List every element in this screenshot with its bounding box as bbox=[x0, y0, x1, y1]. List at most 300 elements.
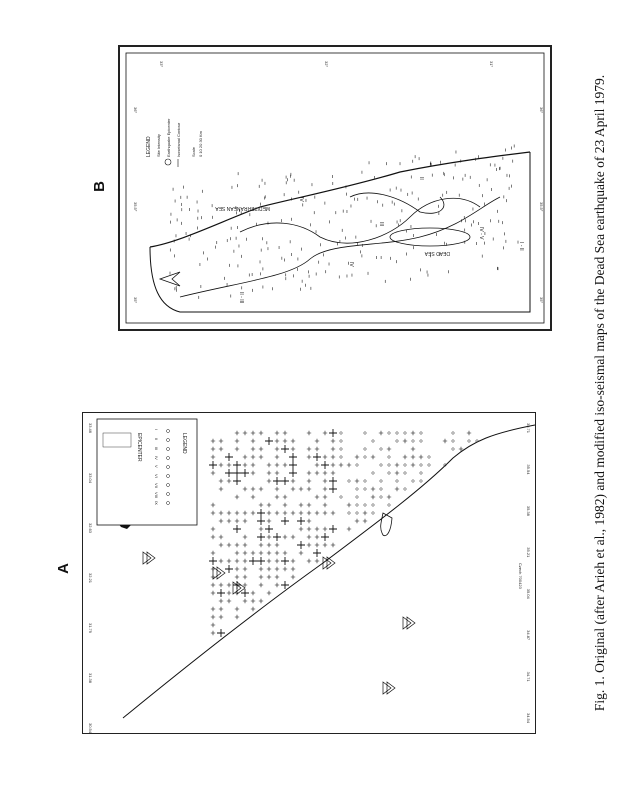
symbol-cross-a bbox=[347, 527, 351, 531]
zone-label-b: IV - V bbox=[478, 227, 484, 240]
symbol-circle-a bbox=[404, 432, 406, 434]
symbol-cross-a bbox=[227, 599, 231, 603]
symbol-cross-a bbox=[227, 543, 231, 547]
scale-label-b: Scale bbox=[191, 146, 196, 157]
symbol-cross-a bbox=[251, 511, 255, 515]
zone-label-b: II - III bbox=[238, 292, 244, 304]
symbol-cross-a bbox=[267, 463, 271, 467]
symbol-cross-a bbox=[283, 503, 287, 507]
symbol-circle-a bbox=[364, 448, 366, 450]
symbol-cross-a bbox=[235, 607, 239, 611]
symbol-cross-a bbox=[275, 511, 279, 515]
zone-labels-b bbox=[238, 177, 524, 303]
symbol-cross-a bbox=[243, 463, 247, 467]
symbol-cross-a bbox=[329, 485, 337, 493]
symbol-cross-a bbox=[291, 511, 295, 515]
symbol-cross-a bbox=[259, 551, 263, 555]
symbol-cross-a bbox=[227, 519, 231, 523]
symbol-circle-a bbox=[396, 440, 398, 442]
symbol-cross-a bbox=[275, 567, 279, 571]
symbol-circle-a bbox=[452, 432, 454, 434]
symbol-cross-a bbox=[267, 591, 271, 595]
symbol-cross-a bbox=[331, 471, 335, 475]
symbol-circle-a bbox=[348, 512, 350, 514]
lon-tick-a: 35.71 bbox=[526, 423, 531, 434]
symbol-cross-a bbox=[251, 591, 255, 595]
lat-tick-a: 31.79 bbox=[88, 623, 93, 634]
symbol-cross-a bbox=[267, 543, 271, 547]
figure-caption: Fig. 1. Original (after Arieh et al., 1982) and modified iso-seismal maps of the Dead Sea earthquake of 23 April 1979. bbox=[592, 74, 607, 712]
symbol-cross-a bbox=[233, 525, 241, 533]
symbol-cross-a bbox=[329, 525, 337, 533]
symbol-cross-a bbox=[267, 471, 271, 475]
symbol-circle-a bbox=[420, 472, 422, 474]
dead-sea-a bbox=[381, 513, 392, 536]
symbol-cross-a bbox=[291, 487, 295, 491]
symbol-cross-a bbox=[331, 543, 335, 547]
legend-title-b: LEGEND bbox=[146, 136, 152, 157]
legend-item-b-3: Isoseismal Contour bbox=[176, 122, 181, 157]
symbol-cross-a bbox=[315, 511, 319, 515]
epicenter-label-a: EPICENTER bbox=[136, 433, 142, 462]
symbol-circle-a bbox=[380, 448, 382, 450]
symbol-circle-a bbox=[396, 480, 398, 482]
symbol-cross-a bbox=[387, 495, 391, 499]
symbol-cross-a bbox=[219, 447, 223, 451]
symbol-circle-a bbox=[388, 472, 390, 474]
symbol-cross-a bbox=[243, 551, 247, 555]
symbol-circle-a bbox=[388, 432, 390, 434]
symbol-cross-a bbox=[259, 447, 263, 451]
symbol-cross-a bbox=[315, 543, 319, 547]
symbol-cross-a bbox=[289, 453, 297, 461]
lon-tick-a: 35.38 bbox=[526, 505, 531, 516]
symbol-cross-a bbox=[291, 535, 295, 539]
lat-tick-a: 32.21 bbox=[88, 573, 93, 584]
symbol-cross-a bbox=[235, 495, 239, 499]
symbol-cross-a bbox=[243, 543, 247, 547]
scale-values-b: 0 10 20 30 Km bbox=[198, 130, 203, 157]
symbol-cross-a bbox=[259, 455, 263, 459]
symbol-cross-a bbox=[211, 439, 215, 443]
symbol-cross-a bbox=[371, 495, 375, 499]
symbol-cross-a bbox=[387, 447, 391, 451]
symbol-cross-a bbox=[211, 527, 215, 531]
lat-tick-b: 32° bbox=[324, 61, 329, 68]
panel-b-label: B bbox=[90, 181, 108, 192]
land-outline-b bbox=[150, 152, 530, 312]
symbol-cross-a bbox=[211, 583, 215, 587]
lon-tick-a: 34.71 bbox=[526, 671, 531, 682]
symbol-cross-a bbox=[267, 511, 271, 515]
symbol-cross-a bbox=[307, 487, 311, 491]
symbol-cross-a bbox=[395, 463, 399, 467]
symbol-cross-a bbox=[299, 503, 303, 507]
symbol-cross-a bbox=[243, 511, 247, 515]
lon-tick-a: 34.54 bbox=[526, 713, 531, 724]
symbol-cross-a bbox=[323, 479, 327, 483]
symbol-cross-a bbox=[355, 479, 359, 483]
symbol-cross-a bbox=[323, 431, 327, 435]
symbol-cross-a bbox=[259, 431, 263, 435]
symbol-circle-a bbox=[380, 480, 382, 482]
symbol-cross-a bbox=[251, 439, 255, 443]
symbol-cross-a bbox=[307, 471, 311, 475]
symbol-cross-a bbox=[251, 487, 255, 491]
symbol-cross-a bbox=[243, 455, 247, 459]
symbol-cross-a bbox=[283, 535, 287, 539]
sea-label-1: MEDITERRANEAN SEA bbox=[215, 205, 270, 211]
symbol-cross-a bbox=[403, 455, 407, 459]
symbol-cross-a bbox=[307, 535, 311, 539]
symbol-cross-a bbox=[347, 463, 351, 467]
legend-item-a: IV bbox=[154, 456, 159, 460]
symbol-cross-a bbox=[289, 469, 297, 477]
symbol-cross-a bbox=[299, 511, 303, 515]
lon-tick-b: 35° bbox=[133, 297, 138, 304]
symbol-cross-a bbox=[307, 503, 311, 507]
symbol-cross-a bbox=[323, 487, 327, 491]
symbol-circle-a bbox=[428, 464, 430, 466]
symbol-cross-a bbox=[233, 477, 241, 485]
sea-label-2: DEAD SEA bbox=[424, 250, 450, 256]
symbol-cross-a bbox=[225, 453, 233, 461]
symbol-triangle-a bbox=[383, 682, 395, 694]
symbol-circle-a bbox=[380, 464, 382, 466]
symbol-cross-a bbox=[259, 487, 263, 491]
symbol-cross-a bbox=[251, 495, 255, 499]
symbol-cross-a bbox=[297, 541, 305, 549]
symbol-circle-a bbox=[420, 440, 422, 442]
symbol-circle-a bbox=[364, 488, 366, 490]
symbol-cross-a bbox=[235, 431, 239, 435]
symbol-cross-a bbox=[235, 559, 239, 563]
lat-tick-a: 30.54 bbox=[88, 723, 93, 733]
symbol-cross-a bbox=[291, 575, 295, 579]
symbol-circle-a bbox=[404, 464, 406, 466]
symbol-triangle-a bbox=[323, 557, 335, 569]
symbol-cross-a bbox=[467, 431, 471, 435]
symbol-cross-a bbox=[219, 543, 223, 547]
symbol-cross-a bbox=[315, 527, 319, 531]
symbol-cross-a bbox=[257, 557, 265, 565]
lon-tick-a: 34.87 bbox=[526, 630, 531, 641]
symbol-cross-a bbox=[219, 615, 223, 619]
symbol-cross-a bbox=[363, 511, 367, 515]
symbol-circle-a bbox=[364, 504, 366, 506]
symbol-cross-a bbox=[235, 575, 239, 579]
symbol-cross-a bbox=[403, 439, 407, 443]
symbol-cross-a bbox=[219, 511, 223, 515]
lat-tick-a: 33.46 bbox=[88, 423, 93, 434]
symbol-cross-a bbox=[243, 599, 247, 603]
symbol-circle-a bbox=[356, 488, 358, 490]
symbol-cross-a bbox=[297, 517, 305, 525]
symbol-cross-a bbox=[273, 533, 281, 541]
symbol-cross-a bbox=[259, 599, 263, 603]
symbol-circle-a bbox=[396, 432, 398, 434]
symbol-cross-a bbox=[243, 487, 247, 491]
lat-tick-a: 31.38 bbox=[88, 673, 93, 684]
symbol-cross-a bbox=[265, 437, 273, 445]
symbol-cross-a bbox=[259, 527, 263, 531]
symbol-circle-a bbox=[412, 440, 414, 442]
symbol-cross-a bbox=[283, 495, 287, 499]
symbol-cross-a bbox=[323, 471, 327, 475]
symbol-cross-a bbox=[291, 439, 295, 443]
symbol-cross-a bbox=[227, 479, 231, 483]
symbol-cross-a bbox=[259, 503, 263, 507]
symbol-cross-a bbox=[283, 431, 287, 435]
map-a-original-isoseismal bbox=[82, 412, 536, 734]
symbol-cross-a bbox=[275, 447, 279, 451]
symbol-cross-a bbox=[281, 477, 289, 485]
symbol-triangle-a bbox=[403, 617, 415, 629]
symbol-circle-a bbox=[340, 440, 342, 442]
symbol-cross-a bbox=[243, 575, 247, 579]
coastline-b bbox=[150, 152, 530, 247]
symbol-circle-a bbox=[356, 464, 358, 466]
symbol-cross-a bbox=[225, 469, 233, 477]
symbol-cross-a bbox=[211, 535, 215, 539]
symbol-cross-a bbox=[315, 559, 319, 563]
symbol-cross-a bbox=[257, 517, 265, 525]
symbol-cross-a bbox=[315, 495, 319, 499]
symbol-triangle-a bbox=[143, 552, 155, 564]
symbol-cross-a bbox=[219, 519, 223, 523]
symbol-circle-a bbox=[340, 448, 342, 450]
symbol-cross-a bbox=[251, 431, 255, 435]
legend-item-b-1: Site Intensity bbox=[156, 134, 161, 157]
symbol-cross-a bbox=[219, 487, 223, 491]
symbol-cross-a bbox=[291, 559, 295, 563]
map-b-modified-isoseismal bbox=[118, 45, 552, 331]
symbol-cross-a bbox=[257, 509, 265, 517]
symbol-cross-a bbox=[281, 445, 289, 453]
symbol-cross-a bbox=[307, 559, 311, 563]
symbol-cross-a bbox=[275, 543, 279, 547]
symbol-circle-a bbox=[452, 448, 454, 450]
symbol-cross-a bbox=[315, 535, 319, 539]
symbol-cross-a bbox=[209, 461, 217, 469]
symbol-cross-a bbox=[251, 455, 255, 459]
symbol-cross-a bbox=[235, 543, 239, 547]
symbol-cross-a bbox=[283, 511, 287, 515]
symbol-circle-a bbox=[364, 432, 366, 434]
symbol-cross-a bbox=[267, 479, 271, 483]
symbol-cross-a bbox=[275, 439, 279, 443]
symbol-cross-a bbox=[211, 615, 215, 619]
map-b-svg bbox=[120, 47, 550, 329]
symbol-cross-a bbox=[307, 479, 311, 483]
legend-title-a: LEGEND bbox=[181, 433, 187, 454]
symbol-cross-a bbox=[275, 463, 279, 467]
legend-item-a: VIII bbox=[154, 492, 159, 499]
symbol-cross-a bbox=[299, 487, 303, 491]
symbol-cross-a bbox=[209, 557, 217, 565]
symbol-circle-a bbox=[428, 456, 430, 458]
symbol-circle-a bbox=[420, 464, 422, 466]
symbol-cross-a bbox=[251, 607, 255, 611]
symbol-cross-a bbox=[273, 477, 281, 485]
symbol-cross-a bbox=[267, 559, 271, 563]
symbol-cross-a bbox=[227, 591, 231, 595]
symbol-cross-a bbox=[315, 447, 319, 451]
symbol-cross-a bbox=[307, 527, 311, 531]
symbol-cross-a bbox=[257, 533, 265, 541]
symbol-cross-a bbox=[347, 503, 351, 507]
lon-tick-a: 35.54 bbox=[526, 464, 531, 475]
contour-b-1 bbox=[180, 197, 500, 297]
symbol-cross-a bbox=[281, 581, 289, 589]
symbol-cross-a bbox=[331, 439, 335, 443]
symbol-cross-a bbox=[395, 471, 399, 475]
symbol-cross-a bbox=[235, 447, 239, 451]
symbol-cross-a bbox=[219, 479, 223, 483]
symbol-cross-a bbox=[283, 439, 287, 443]
symbol-cross-a bbox=[283, 551, 287, 555]
symbol-cross-a bbox=[251, 599, 255, 603]
symbol-cross-a bbox=[275, 431, 279, 435]
symbol-cross-a bbox=[307, 543, 311, 547]
symbol-cross-a bbox=[225, 565, 233, 573]
symbol-cross-a bbox=[227, 583, 231, 587]
symbol-cross-a bbox=[323, 527, 327, 531]
lon-tick-b-right: 35.5° bbox=[539, 202, 544, 212]
symbol-cross-a bbox=[211, 447, 215, 451]
symbol-cross-a bbox=[267, 575, 271, 579]
symbol-cross-a bbox=[411, 463, 415, 467]
symbol-cross-a bbox=[235, 519, 239, 523]
symbol-cross-a bbox=[321, 533, 329, 541]
symbol-cross-a bbox=[283, 463, 287, 467]
symbol-cross-a bbox=[249, 557, 257, 565]
symbol-cross-a bbox=[241, 469, 249, 477]
lon-tick-b: 36° bbox=[133, 107, 138, 114]
symbol-cross-a bbox=[315, 471, 319, 475]
lon-tick-b-right: 35° bbox=[539, 297, 544, 304]
symbol-cross-a bbox=[363, 519, 367, 523]
zone-label-b: IV bbox=[298, 197, 304, 202]
symbol-circle-a bbox=[404, 488, 406, 490]
symbol-circle-a bbox=[404, 472, 406, 474]
symbol-cross-a bbox=[251, 471, 255, 475]
symbol-cross-a bbox=[315, 463, 319, 467]
symbol-cross-a bbox=[275, 471, 279, 475]
legend-item-b-2: Earthquake Epicenter bbox=[166, 118, 171, 157]
symbol-cross-a bbox=[259, 575, 263, 579]
symbol-cross-a bbox=[219, 583, 223, 587]
symbol-cross-a bbox=[267, 503, 271, 507]
symbol-cross-a bbox=[211, 471, 215, 475]
symbol-cross-a bbox=[315, 439, 319, 443]
symbol-cross-a bbox=[275, 551, 279, 555]
symbol-cross-a bbox=[371, 487, 375, 491]
symbol-cross-a bbox=[281, 517, 289, 525]
symbol-cross-a bbox=[251, 463, 255, 467]
legend-item-a: IX bbox=[154, 501, 159, 505]
symbol-cross-a bbox=[243, 567, 247, 571]
symbol-cross-a bbox=[331, 511, 335, 515]
symbol-cross-a bbox=[227, 463, 231, 467]
symbol-triangle-a bbox=[233, 582, 245, 594]
symbol-cross-a bbox=[371, 455, 375, 459]
symbol-cross-a bbox=[265, 525, 273, 533]
legend-b bbox=[146, 118, 203, 167]
symbol-cross-a bbox=[307, 431, 311, 435]
symbol-cross-a bbox=[219, 599, 223, 603]
symbol-cross-a bbox=[331, 447, 335, 451]
lon-tick-a: 35.21 bbox=[526, 547, 531, 558]
symbol-cross-a bbox=[355, 519, 359, 523]
symbol-circle-a bbox=[356, 504, 358, 506]
symbol-cross-a bbox=[323, 543, 327, 547]
symbol-cross-a bbox=[259, 543, 263, 547]
lon-tick-a: 35.04 bbox=[526, 588, 531, 599]
symbol-cross-a bbox=[227, 511, 231, 515]
symbol-cross-a bbox=[235, 615, 239, 619]
symbol-cross-a bbox=[289, 461, 297, 469]
legend-item-a: V bbox=[154, 465, 159, 468]
symbol-cross-a bbox=[291, 447, 295, 451]
symbol-cross-a bbox=[217, 629, 225, 637]
lon-tick-b-right: 36° bbox=[539, 107, 544, 114]
symbol-circle-a bbox=[388, 464, 390, 466]
symbol-circle-a bbox=[340, 432, 342, 434]
symbol-cross-a bbox=[243, 431, 247, 435]
symbol-cross-a bbox=[219, 439, 223, 443]
symbol-cross-a bbox=[283, 567, 287, 571]
symbol-cross-a bbox=[321, 461, 329, 469]
symbol-circle-a bbox=[412, 480, 414, 482]
symbol-cross-a bbox=[281, 557, 289, 565]
symbol-circle-a bbox=[468, 440, 470, 442]
symbol-cross-a bbox=[267, 535, 271, 539]
symbol-circle-a bbox=[364, 480, 366, 482]
legend-item-a: III bbox=[154, 447, 159, 451]
symbol-cross-a bbox=[275, 575, 279, 579]
symbol-cross-a bbox=[275, 559, 279, 563]
lat-tick-b: 33° bbox=[159, 61, 164, 68]
lon-tick-b: 35.5° bbox=[133, 202, 138, 212]
symbol-cross-a bbox=[211, 503, 215, 507]
zone-label-b: IV bbox=[348, 262, 354, 267]
symbol-cross-a bbox=[307, 447, 311, 451]
symbol-circle-a bbox=[380, 488, 382, 490]
symbol-cross-a bbox=[211, 623, 215, 627]
symbol-cross-a bbox=[211, 455, 215, 459]
symbol-cross-a bbox=[227, 559, 231, 563]
symbol-cross-a bbox=[259, 583, 263, 587]
symbol-cross-a bbox=[339, 463, 343, 467]
symbol-cross-a bbox=[259, 567, 263, 571]
symbol-circle-a bbox=[356, 512, 358, 514]
symbol-cross-a bbox=[211, 631, 215, 635]
symbol-cross-a bbox=[323, 511, 327, 515]
symbol-cross-a bbox=[443, 439, 447, 443]
symbol-circle-a bbox=[348, 480, 350, 482]
symbol-cross-a bbox=[275, 455, 279, 459]
symbol-cross-a bbox=[219, 535, 223, 539]
symbol-cross-a bbox=[235, 567, 239, 571]
symbol-cross-a bbox=[329, 429, 337, 437]
symbol-cross-a bbox=[267, 551, 271, 555]
symbol-cross-a bbox=[211, 511, 215, 515]
symbol-cross-a bbox=[233, 461, 241, 469]
lat-tick-a: 32.63 bbox=[88, 523, 93, 534]
symbol-cross-a bbox=[219, 559, 223, 563]
symbol-circle-a bbox=[388, 504, 390, 506]
